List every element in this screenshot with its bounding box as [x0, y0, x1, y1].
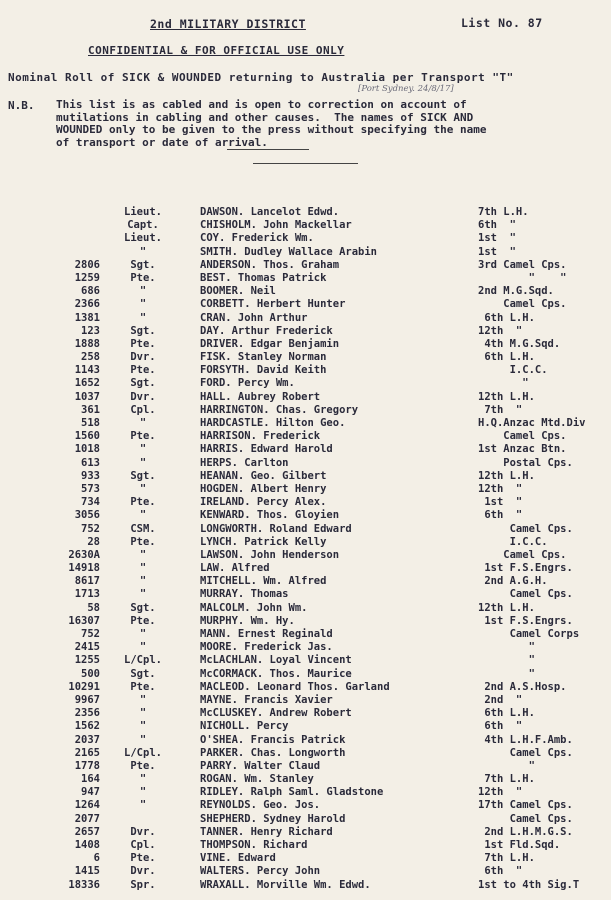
rank: " [139, 417, 147, 429]
soldier-name: SHEPHERD. Sydney Harold [200, 812, 346, 825]
service-number: 28 [87, 535, 100, 548]
service-number: 2366 [74, 298, 100, 311]
roll-row [0, 325, 611, 338]
unit: Camel Cps. [478, 430, 567, 443]
divider-long [253, 163, 358, 164]
rank: " [139, 588, 147, 601]
rank: " [139, 773, 147, 786]
rank: L/Cpl. [124, 746, 162, 759]
unit: 7th L.H. [478, 773, 535, 786]
soldier-name: CHISHOLM. John Mackellar [200, 219, 352, 232]
unit: " [478, 667, 535, 680]
rank: " [139, 575, 147, 588]
unit: 2nd L.H.M.G.S. [478, 825, 573, 838]
rank: Pte. [130, 614, 156, 627]
rank: CSM. [130, 522, 156, 535]
roll-row [0, 377, 611, 390]
roll-row [0, 364, 611, 377]
soldier-name: HALL. Aubrey Robert [200, 390, 321, 403]
soldier-name: MOORE. Frederick Jas. [200, 641, 333, 654]
soldier-name: WRAXALL. Morville Wm. Edwd. [200, 878, 371, 891]
roll-row [0, 786, 611, 799]
soldier-name: CORBETT. Herbert Hunter [200, 298, 346, 311]
rank: " [139, 786, 147, 799]
unit: 4th L.H.F.Amb. [478, 733, 573, 746]
roll-row [0, 562, 611, 575]
service-number: 14918 [68, 562, 100, 575]
service-number: 16307 [68, 614, 100, 627]
roll-row [0, 457, 611, 470]
roll-row [0, 760, 611, 773]
service-number: 1408 [74, 839, 100, 851]
soldier-name: O'SHEA. Francis Patrick [200, 733, 346, 746]
rank: " [139, 311, 147, 324]
service-number: 933 [81, 469, 100, 482]
service-number: 1018 [74, 443, 100, 456]
soldier-name: THOMPSON. Richard [200, 839, 308, 851]
unit: 6th L.H. [478, 707, 535, 720]
rank: Sgt. [130, 324, 156, 337]
unit: Camel Cps. [478, 812, 573, 825]
nominal-roll-list [0, 206, 611, 892]
service-number: 2077 [74, 812, 100, 825]
unit: 6th " [478, 865, 523, 878]
rank: Sgt. [130, 258, 156, 271]
unit: 1st to 4th Sig.T [478, 878, 580, 891]
roll-row [0, 351, 611, 364]
soldier-name: KENWARD. Thos. Gloyien [200, 509, 340, 522]
service-number: 8617 [74, 575, 100, 588]
rank: " [139, 641, 147, 654]
unit: 12th " [478, 786, 523, 799]
service-number: 1713 [74, 588, 100, 601]
unit: 1st " [478, 232, 516, 245]
soldier-name: McCORMACK. Thos. Maurice [200, 667, 352, 680]
district-heading: 2nd MILITARY DISTRICT [150, 17, 306, 31]
soldier-name: CRAN. John Arthur [200, 311, 308, 324]
service-number: 361 [81, 403, 100, 416]
soldier-name: FORSYTH. David Keith [200, 364, 327, 377]
rank: " [139, 456, 147, 469]
roll-row [0, 206, 611, 219]
soldier-name: MURPHY. Wm. Hy. [200, 614, 295, 627]
service-number: 10291 [68, 680, 100, 693]
rank: " [139, 693, 147, 706]
rank: Lieut. [124, 206, 162, 218]
service-number: 1259 [74, 271, 100, 284]
service-number: 164 [81, 773, 100, 786]
unit: " [478, 377, 529, 390]
unit: H.Q.Anzac Mtd.Div [478, 417, 586, 429]
rank: Sgt. [130, 377, 156, 390]
unit: 7th " [478, 403, 523, 416]
rank: Capt. [127, 219, 159, 232]
roll-row [0, 575, 611, 588]
soldier-name: REYNOLDS. Geo. Jos. [200, 799, 321, 812]
service-number: 2415 [74, 641, 100, 654]
rank: Dvr. [130, 825, 156, 838]
rank: " [139, 562, 147, 575]
handwritten-annotation: [Port Sydney. 24/8/17] [358, 84, 454, 94]
roll-row [0, 470, 611, 483]
soldier-name: IRELAND. Percy Alex. [200, 496, 327, 509]
unit: 1st " [478, 245, 516, 258]
unit: I.C.C. [478, 535, 548, 548]
unit: Camel Cps. [478, 522, 573, 535]
unit: 2nd M.G.Sqd. [478, 285, 554, 298]
divider-short [227, 149, 309, 150]
soldier-name: McCLUSKEY. Andrew Robert [200, 707, 352, 720]
roll-row [0, 246, 611, 259]
roll-row [0, 852, 611, 865]
roll-row [0, 826, 611, 839]
unit: Postal Cps. [478, 456, 573, 469]
unit: 12th " [478, 482, 523, 495]
soldier-name: VINE. Edward [200, 852, 276, 865]
service-number: 1381 [74, 311, 100, 324]
service-number: 2037 [74, 733, 100, 746]
soldier-name: MACLEOD. Leonard Thos. Garland [200, 680, 390, 693]
soldier-name: BOOMER. Neil [200, 285, 276, 298]
rank: " [139, 298, 147, 311]
unit: 1st F.S.Engrs. [478, 614, 573, 627]
roll-row [0, 813, 611, 826]
roll-row [0, 509, 611, 522]
service-number: 9967 [74, 693, 100, 706]
roll-row [0, 219, 611, 232]
unit: " [478, 759, 535, 772]
unit: Camel Cps. [478, 548, 567, 561]
service-number: 518 [81, 417, 100, 429]
roll-row [0, 523, 611, 536]
roll-row [0, 641, 611, 654]
rank: " [139, 733, 147, 746]
roll-row [0, 654, 611, 667]
service-number: 2630A [68, 548, 100, 561]
soldier-name: LONGWORTH. Roland Edward [200, 522, 352, 535]
unit: 2nd A.S.Hosp. [478, 680, 567, 693]
roll-row [0, 694, 611, 707]
soldier-name: WALTERS. Percy John [200, 865, 321, 878]
service-number: 1562 [74, 720, 100, 733]
unit: 12th L.H. [478, 469, 535, 482]
rank: Sgt. [130, 601, 156, 614]
soldier-name: SMITH. Dudley Wallace Arabin [200, 245, 378, 258]
service-number: 2806 [74, 258, 100, 271]
unit: 12th " [478, 324, 523, 337]
unit: 1st F.S.Engrs. [478, 562, 573, 575]
rank: Dvr. [130, 865, 156, 878]
unit: Camel Cps. [478, 298, 567, 311]
rank: Cpl. [130, 839, 156, 851]
service-number: 752 [81, 522, 100, 535]
rank: Pte. [130, 535, 156, 548]
confidential-heading: CONFIDENTIAL & FOR OFFICIAL USE ONLY [88, 44, 345, 57]
service-number: 1264 [74, 799, 100, 812]
service-number: 752 [81, 628, 100, 640]
soldier-name: LAW. Alfred [200, 562, 270, 575]
roll-row [0, 799, 611, 812]
roll-row [0, 602, 611, 615]
rank: " [139, 285, 147, 298]
soldier-name: HARRIS. Edward Harold [200, 443, 333, 456]
soldier-name: HEANAN. Geo. Gilbert [200, 469, 327, 482]
roll-row [0, 588, 611, 601]
roll-row [0, 734, 611, 747]
soldier-name: FORD. Percy Wm. [200, 377, 295, 390]
roll-row [0, 720, 611, 733]
roll-row [0, 298, 611, 311]
soldier-name: DRIVER. Edgar Benjamin [200, 337, 340, 350]
roll-row [0, 285, 611, 298]
roll-row [0, 773, 611, 786]
roll-row [0, 615, 611, 628]
nb-notice: This list is as cabled and is open to correction on account of mutilations in cabling and other causes. The names of SICK AND WOUNDED only to be given to the press without specifying the name of transport or date of arrival. [56, 98, 487, 149]
roll-row [0, 536, 611, 549]
roll-row [0, 338, 611, 351]
service-number: 947 [81, 786, 100, 799]
rank: Lieut. [124, 232, 162, 245]
unit: I.C.C. [478, 364, 548, 377]
roll-row [0, 839, 611, 852]
soldier-name: HARRINGTON. Chas. Gregory [200, 403, 359, 416]
service-number: 734 [81, 496, 100, 509]
rank: Pte. [130, 680, 156, 693]
soldier-name: DAWSON. Lancelot Edwd. [200, 206, 340, 218]
unit: 2nd " [478, 693, 523, 706]
soldier-name: McLACHLAN. Loyal Vincent [200, 654, 352, 667]
roll-row [0, 496, 611, 509]
soldier-name: MURRAY. Thomas [200, 588, 289, 601]
rank: " [139, 482, 147, 495]
soldier-name: MALCOLM. John Wm. [200, 601, 308, 614]
soldier-name: FISK. Stanley Norman [200, 351, 327, 364]
unit: " [478, 641, 535, 654]
unit: Camel Cps. [478, 746, 573, 759]
service-number: 686 [81, 285, 100, 298]
roll-row [0, 549, 611, 562]
soldier-name: RIDLEY. Ralph Saml. Gladstone [200, 786, 384, 799]
soldier-name: MAYNE. Francis Xavier [200, 693, 333, 706]
roll-row [0, 681, 611, 694]
soldier-name: DAY. Arthur Frederick [200, 324, 333, 337]
soldier-name: HARDCASTLE. Hilton Geo. [200, 417, 346, 429]
roll-row [0, 483, 611, 496]
unit: 17th Camel Cps. [478, 799, 573, 812]
unit: Camel Cps. [478, 588, 573, 601]
service-number: 613 [81, 456, 100, 469]
rank: " [139, 443, 147, 456]
roll-row [0, 865, 611, 878]
roll-row [0, 391, 611, 404]
roll-row [0, 312, 611, 325]
service-number: 58 [87, 601, 100, 614]
rank: Pte. [130, 337, 156, 350]
soldier-name: MANN. Ernest Reginald [200, 628, 333, 640]
unit: 6th " [478, 219, 516, 232]
unit: 12th L.H. [478, 601, 535, 614]
unit: 12th L.H. [478, 390, 535, 403]
soldier-name: HARRISON. Frederick [200, 430, 321, 443]
service-number: 1415 [74, 865, 100, 878]
unit: 1st " [478, 496, 523, 509]
roll-row [0, 443, 611, 456]
unit: 3rd Camel Cps. [478, 258, 567, 271]
soldier-name: NICHOLL. Percy [200, 720, 289, 733]
unit: 6th L.H. [478, 311, 535, 324]
soldier-name: HOGDEN. Albert Henry [200, 482, 327, 495]
rank: Dvr. [130, 351, 156, 364]
unit: 7th L.H. [478, 852, 535, 865]
roll-row [0, 259, 611, 272]
unit: 6th " [478, 509, 523, 522]
soldier-name: ROGAN. Wm. Stanley [200, 773, 314, 786]
unit: 4th M.G.Sqd. [478, 337, 561, 350]
unit: 6th L.H. [478, 351, 535, 364]
service-number: 123 [81, 324, 100, 337]
service-number: 500 [81, 667, 100, 680]
soldier-name: MITCHELL. Wm. Alfred [200, 575, 327, 588]
service-number: 1255 [74, 654, 100, 667]
service-number: 258 [81, 351, 100, 364]
roll-row [0, 404, 611, 417]
roll-row [0, 879, 611, 892]
service-number: 3056 [74, 509, 100, 522]
rank: Dvr. [130, 390, 156, 403]
soldier-name: COY. Frederick Wm. [200, 232, 314, 245]
soldier-name: TANNER. Henry Richard [200, 825, 333, 838]
service-number: 1888 [74, 337, 100, 350]
service-number: 6 [93, 852, 100, 865]
unit: 2nd A.G.H. [478, 575, 548, 588]
rank: " [139, 707, 147, 720]
rank: " [139, 799, 147, 812]
rank: Spr. [130, 878, 156, 891]
service-number: 18336 [68, 878, 100, 891]
rank: " [139, 245, 147, 258]
soldier-name: BEST. Thomas Patrick [200, 271, 327, 284]
unit: 6th " [478, 720, 523, 733]
soldier-name: HERPS. Carlton [200, 456, 289, 469]
rank: Pte. [130, 759, 156, 772]
rank: L/Cpl. [124, 654, 162, 667]
rank: " [139, 628, 147, 640]
rank: Pte. [130, 496, 156, 509]
roll-row [0, 747, 611, 760]
rank: " [139, 548, 147, 561]
roll-row [0, 668, 611, 681]
rank: Pte. [130, 852, 156, 865]
unit: 7th L.H. [478, 206, 529, 218]
roll-row [0, 707, 611, 720]
service-number: 1652 [74, 377, 100, 390]
service-number: 1778 [74, 759, 100, 772]
soldier-name: LYNCH. Patrick Kelly [200, 535, 327, 548]
service-number: 573 [81, 482, 100, 495]
roll-row [0, 272, 611, 285]
unit: 1st Fld.Sqd. [478, 839, 561, 851]
unit: Camel Corps [478, 628, 580, 640]
service-number: 1143 [74, 364, 100, 377]
service-number: 1037 [74, 390, 100, 403]
soldier-name: ANDERSON. Thos. Graham [200, 258, 340, 271]
unit: " [478, 654, 535, 667]
service-number: 2356 [74, 707, 100, 720]
rank: Pte. [130, 271, 156, 284]
roll-row [0, 232, 611, 245]
service-number: 1560 [74, 430, 100, 443]
unit: " " [478, 271, 567, 284]
rank: Sgt. [130, 667, 156, 680]
rank: Sgt. [130, 469, 156, 482]
roll-row [0, 417, 611, 430]
soldier-name: PARKER. Chas. Longworth [200, 746, 346, 759]
rank: " [139, 509, 147, 522]
rank: Pte. [130, 430, 156, 443]
rank: " [139, 720, 147, 733]
service-number: 2165 [74, 746, 100, 759]
nominal-roll-title: Nominal Roll of SICK & WOUNDED returning to Australia per Transport "T" [8, 71, 514, 84]
unit: 1st Anzac Btn. [478, 443, 567, 456]
roll-row [0, 430, 611, 443]
roll-row [0, 628, 611, 641]
rank: Pte. [130, 364, 156, 377]
service-number: 2657 [74, 825, 100, 838]
nb-label: N.B. [8, 99, 35, 112]
list-number: List No. 87 [461, 16, 543, 30]
soldier-name: PARRY. Walter Claud [200, 759, 321, 772]
soldier-name: LAWSON. John Henderson [200, 548, 340, 561]
rank: Cpl. [130, 403, 156, 416]
